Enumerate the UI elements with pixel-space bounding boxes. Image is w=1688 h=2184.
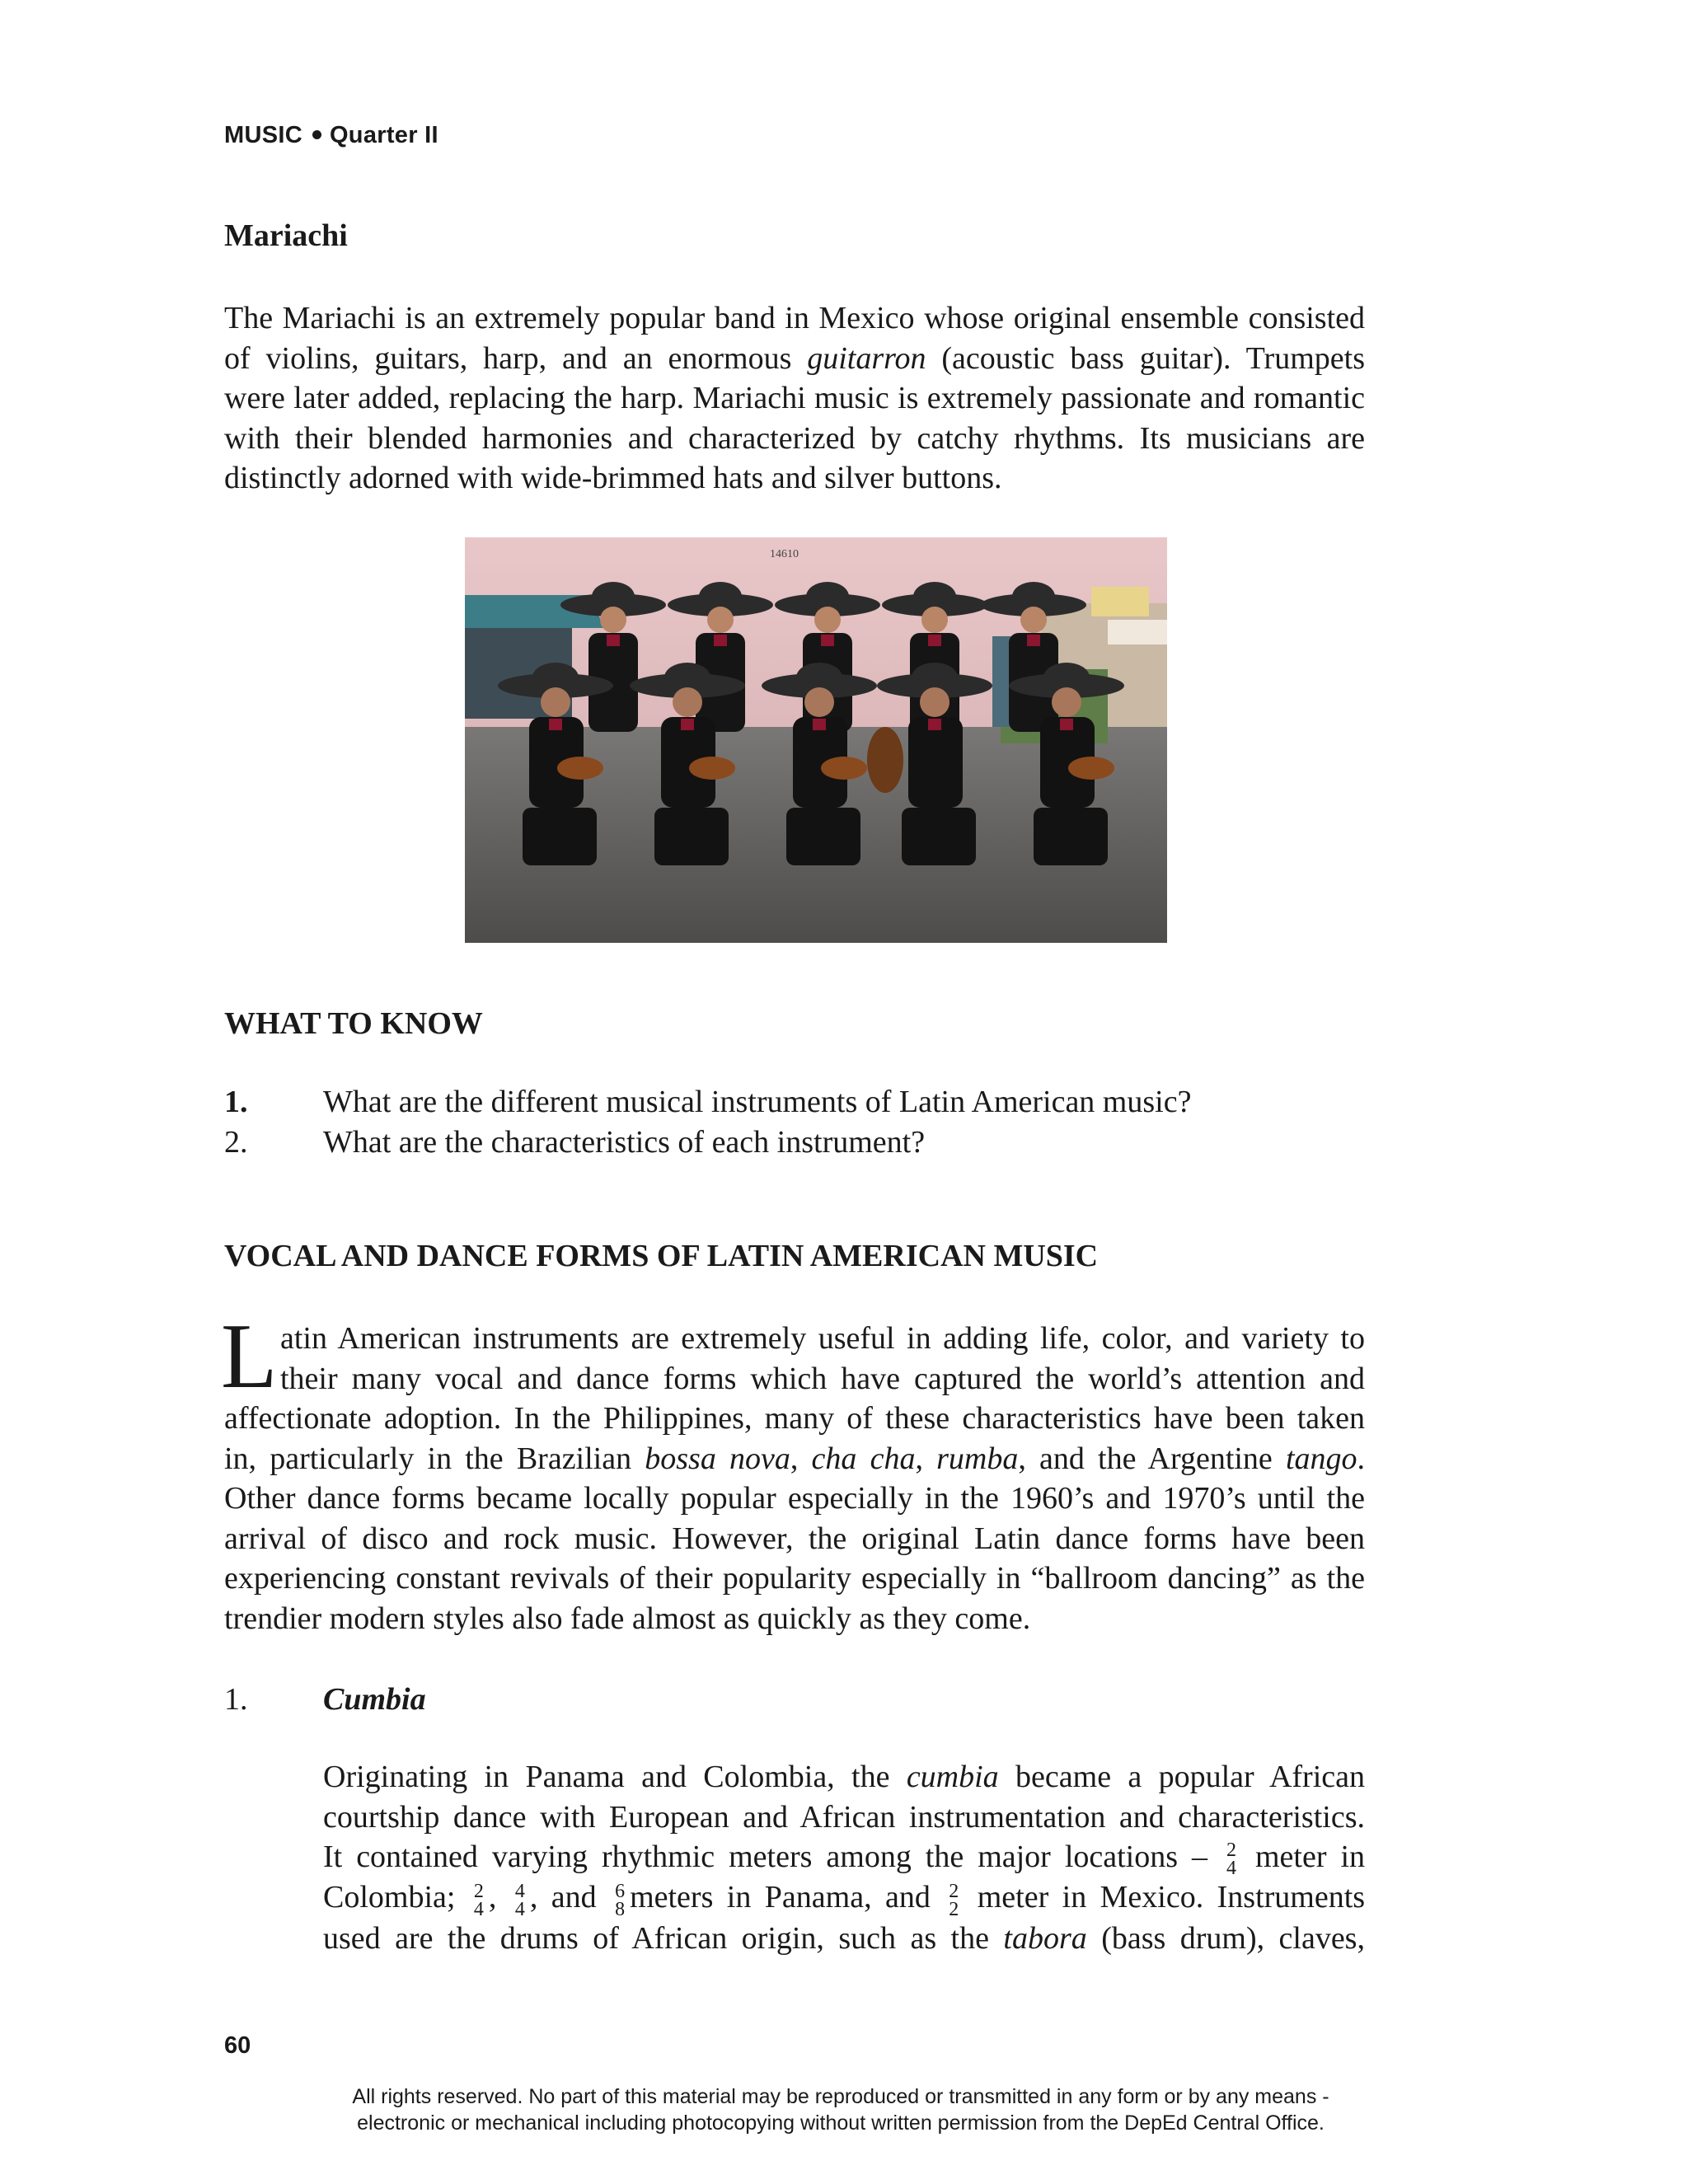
copyright-footer (264, 2083, 1418, 2136)
mariachi-paragraph (224, 298, 1365, 499)
para-line: Colombia; 2 4 , 4 4 , and 6 8 meters in Panama, and 2 2 meter in Mexico. Instruments (323, 1880, 1366, 1920)
page-number: 60 (224, 2032, 251, 2059)
meter-fraction: 2 4 (473, 1880, 484, 1920)
para-line: in, particularly in the Brazilian bossa nova, cha cha, rumba, and the Argentine tango. (224, 1441, 1366, 1476)
para-line: The Mariachi is an extremely popular band in Mexico whose original ensemble consisted (224, 301, 1365, 335)
question-number: 1. (224, 1085, 248, 1119)
drop-cap: L (221, 1305, 278, 1408)
bullet-icon (312, 130, 321, 139)
para-line: Other dance forms became locally popular especially in the 1960’s and 1970’s until the (224, 1481, 1365, 1516)
building-number: 14610 (770, 548, 799, 560)
para-line: experiencing constant revivals of their popularity especially in “ballroom dancing” as the (224, 1561, 1365, 1596)
running-header (224, 122, 438, 149)
para-line: their many vocal and dance forms which have captured the world’s attention and (280, 1361, 1365, 1396)
question-text: What are the characteristics of each instrument? (323, 1125, 926, 1160)
para-line: courtship dance with European and African instrumentation and characteristics. (323, 1799, 1365, 1835)
question-number: 2. (224, 1125, 248, 1160)
footer-line: All rights reserved. No part of this material may be reproduced or transmitted in any form or by any means - (352, 2085, 1329, 2108)
para-line: used are the drums of African origin, such as the tabora (bass drum), claves, (323, 1920, 1365, 1956)
vocal-dance-paragraph (224, 1399, 1365, 1638)
para-line: of violins, guitars, harp, and an enormous guitarron (acoustic bass guitar). Trumpets (224, 340, 1365, 376)
para-line: affectionate adoption. In the Philippines, many of these characteristics have been taken (224, 1401, 1365, 1436)
meter-fraction: 2 2 (949, 1880, 959, 1920)
para-line: trendier modern styles also fade almost as quickly as they come. (224, 1601, 1031, 1636)
cumbia-paragraph (323, 1757, 1365, 1958)
para-line: Originating in Panama and Colombia, the cumbia became a popular African (323, 1760, 1365, 1794)
para-line: distinctly adorned with wide-brimmed hats and silver buttons. (224, 461, 1002, 495)
para-line: It contained varying rhythmic meters among the major locations – 2 4 meter in (323, 1840, 1366, 1880)
section-title-vocal-dance: VOCAL AND DANCE FORMS OF LATIN AMERICAN MUSIC (224, 1239, 1099, 1273)
subsection-title-cumbia: Cumbia (323, 1682, 426, 1717)
list-number: 1. (224, 1682, 248, 1717)
para-line: with their blended harmonies and characterized by catchy rhythms. Its musicians are (224, 420, 1365, 456)
section-title-what-to-know: WHAT TO KNOW (224, 1006, 483, 1041)
header-subject: MUSIC (224, 122, 302, 148)
meter-fraction: 2 4 (1226, 1840, 1236, 1880)
section-title-mariachi: Mariachi (224, 218, 348, 253)
footer-line: electronic or mechanical including photocopying without written permission from the DepEd Central Office. (357, 2111, 1325, 2135)
meter-fraction: 4 4 (514, 1880, 525, 1920)
question-text: What are the different musical instruments of Latin American music? (323, 1085, 1192, 1119)
mariachi-band-photo (465, 537, 1167, 943)
para-line: arrival of disco and rock music. However, the original Latin dance forms have been (224, 1521, 1365, 1556)
vocal-dance-paragraph-head (280, 1319, 1365, 1399)
para-line: were later added, replacing the harp. Mariachi music is extremely passionate and romantic (224, 381, 1365, 415)
header-quarter: Quarter II (329, 122, 438, 148)
para-line: atin American instruments are extremely useful in adding life, color, and variety to (280, 1321, 1365, 1356)
meter-fraction: 6 8 (615, 1880, 626, 1920)
